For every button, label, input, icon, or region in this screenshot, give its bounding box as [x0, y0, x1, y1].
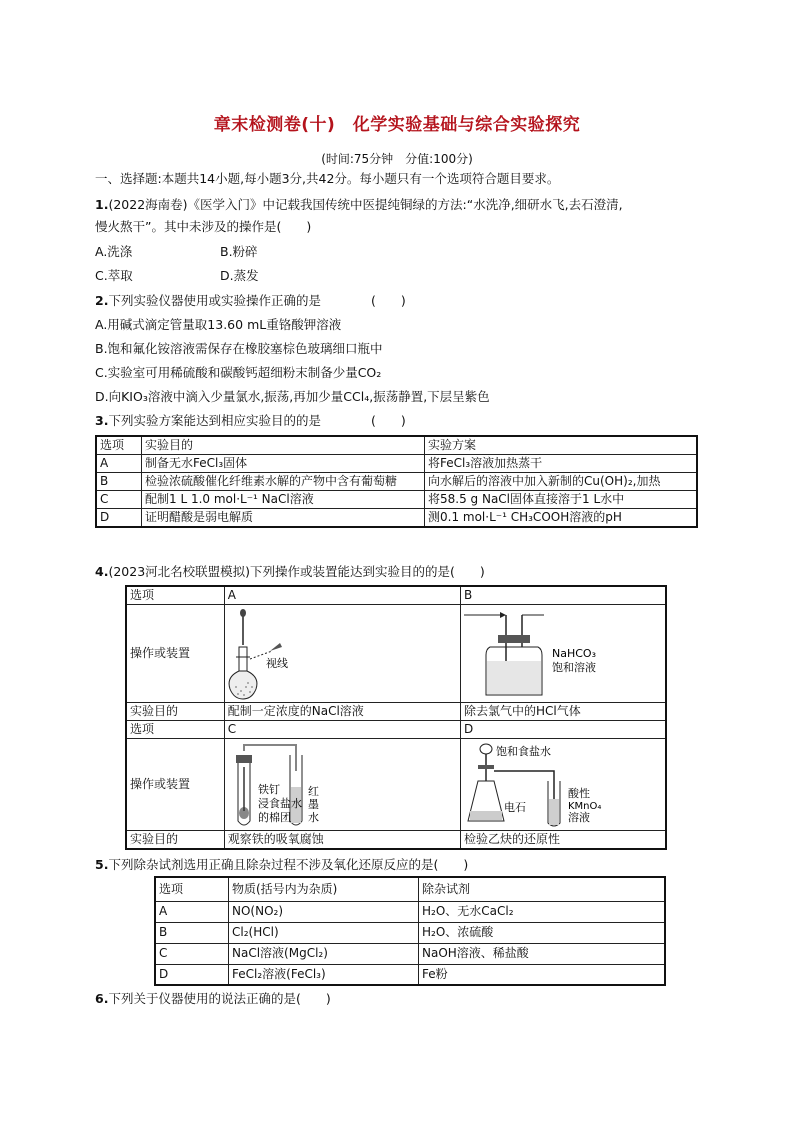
question-4-table [125, 585, 667, 850]
question-6-text: 下列关于仪器使用的说法正确的是( ) [108, 991, 331, 1006]
figure-label: 红 [307, 784, 319, 798]
table-cell: C [224, 721, 460, 739]
table-row [155, 922, 665, 943]
figure-cell-c [224, 739, 460, 831]
table-row [96, 509, 697, 528]
figure-label: 饱和溶液 [552, 660, 596, 674]
table-header-row [96, 436, 697, 455]
question-3-text: 下列实验方案能达到相应实验目的的是 ( ) [108, 413, 406, 428]
table-header-cell: 选项 [96, 436, 142, 455]
question-2-text: 下列实验仪器使用或实验操作正确的是 ( ) [108, 293, 406, 308]
question-4-text: (2023河北名校联盟模拟)下列操作或装置能达到实验目的的是( ) [108, 564, 485, 579]
table-cell: 配制一定浓度的NaCl溶液 [224, 703, 460, 721]
question-2-option-d: D.向KIO₃溶液中滴入少量氯水,振荡,再加少量CCl₄,振荡静置,下层呈紫色 [95, 389, 490, 404]
figure-label: 溶液 [568, 810, 590, 824]
table-cell: D [96, 509, 142, 528]
table-cell: 制备无水FeCl₃固体 [142, 455, 425, 473]
table-row [126, 721, 666, 739]
table-cell: H₂O、无水CaCl₂ [419, 901, 666, 922]
figure-label: 浸食盐水 [257, 796, 302, 810]
gas-washing-bottle-figure [464, 607, 662, 701]
table-row [126, 739, 666, 831]
table-row [155, 901, 665, 922]
question-4-stem [95, 563, 715, 581]
question-number: 1. [95, 197, 109, 212]
table-cell: Fe粉 [419, 964, 666, 985]
section-heading: 一、选择题:本题共14小题,每小题3分,共42分。每小题只有一个选项符合题目要求。 [95, 171, 560, 186]
table-row [126, 605, 666, 703]
question-5-text: 下列除杂试剂选用正确且除杂过程不涉及氧化还原反应的是( ) [108, 857, 469, 872]
table-row [126, 586, 666, 605]
question-1-options-row-2 [95, 267, 715, 285]
question-number: 6. [95, 991, 109, 1006]
question-2-stem [95, 292, 715, 310]
table-cell: B [155, 922, 229, 943]
question-6-stem [95, 990, 715, 1008]
figure-label: 电石 [504, 800, 526, 814]
option-d: D.蒸发 [220, 268, 259, 283]
figure-label: 墨 [307, 797, 319, 811]
table-cell: 实验目的 [126, 703, 224, 721]
question-2-option-a: A.用碱式滴定管量取13.60 mL重铬酸钾溶液 [95, 317, 342, 332]
table-header-row [155, 877, 665, 901]
question-number: 2. [95, 293, 109, 308]
table-cell: 证明醋酸是弱电解质 [142, 509, 425, 528]
option-b: B.粉碎 [220, 244, 258, 259]
figure-label: NaHCO₃ [552, 646, 596, 660]
question-2-option-c: C.实验室可用稀硫酸和碳酸钙超细粉末制备少量CO₂ [95, 365, 382, 380]
table-cell: 将FeCl₃溶液加热蒸干 [425, 455, 698, 473]
table-cell: 操作或装置 [126, 739, 224, 831]
table-cell: 选项 [126, 586, 224, 605]
table-cell: C [96, 491, 142, 509]
table-cell: 配制1 L 1.0 mol·L⁻¹ NaCl溶液 [142, 491, 425, 509]
option-c: C.萃取 [95, 268, 133, 283]
table-cell: NaCl溶液(MgCl₂) [229, 943, 419, 964]
exam-info: (时间:75分钟 分值:100分) [321, 152, 473, 166]
table-cell: NaOH溶液、稀盐酸 [419, 943, 666, 964]
table-cell: B [461, 586, 667, 605]
table-row [126, 703, 666, 721]
figure-label: 铁钉 [257, 782, 280, 796]
figure-cell-b [461, 605, 667, 703]
question-1-line-1 [95, 196, 715, 214]
question-3-table [95, 435, 698, 528]
question-2-option-b: B.饱和氟化铵溶液需保存在橡胶塞棕色玻璃细口瓶中 [95, 341, 383, 356]
table-cell: 观察铁的吸氧腐蚀 [224, 831, 460, 850]
option-a: A.洗涤 [95, 244, 133, 259]
table-cell: 检验乙炔的还原性 [461, 831, 667, 850]
table-row [96, 455, 697, 473]
question-number: 4. [95, 564, 109, 579]
table-cell: B [96, 473, 142, 491]
iron-corrosion-figure [228, 741, 448, 829]
table-cell: 向水解后的溶液中加入新制的Cu(OH)₂,加热 [425, 473, 698, 491]
table-cell: 测0.1 mol·L⁻¹ CH₃COOH溶液的pH [425, 509, 698, 528]
figure-label: 水 [307, 810, 319, 824]
figure-cell-d [461, 739, 667, 831]
table-cell: A [155, 901, 229, 922]
table-header-cell: 除杂试剂 [419, 877, 666, 901]
table-cell: C [155, 943, 229, 964]
table-row [126, 831, 666, 850]
table-cell: 将58.5 g NaCl固体直接溶于1 L水中 [425, 491, 698, 509]
table-cell: 检验浓硫酸催化纤维素水解的产物中含有葡萄糖 [142, 473, 425, 491]
table-cell: FeCl₂溶液(FeCl₃) [229, 964, 419, 985]
table-cell: 实验目的 [126, 831, 224, 850]
table-row [96, 491, 697, 509]
table-cell: H₂O、浓硫酸 [419, 922, 666, 943]
table-cell: 选项 [126, 721, 224, 739]
figure-label: 视线 [265, 656, 288, 670]
table-cell: A [96, 455, 142, 473]
table-row [155, 943, 665, 964]
table-cell: D [461, 721, 667, 739]
table-cell: 操作或装置 [126, 605, 224, 703]
volumetric-flask-figure [228, 607, 448, 701]
table-cell: Cl₂(HCl) [229, 922, 419, 943]
table-cell: D [155, 964, 229, 985]
figure-label: 酸性 [568, 786, 590, 800]
question-1-line-2: 慢火熬干”。其中未涉及的操作是( ) [95, 219, 312, 234]
question-3-stem [95, 412, 715, 430]
question-1-stem: (2022海南卷)《医学入门》中记载我国传统中医提纯铜绿的方法:“水洗净,细研水飞,去石澄清, [108, 197, 623, 212]
table-row [96, 473, 697, 491]
figure-label: 饱和食盐水 [496, 744, 551, 758]
figure-cell-a [224, 605, 460, 703]
acetylene-figure [464, 741, 662, 829]
table-header-cell: 实验方案 [425, 436, 698, 455]
table-cell: 除去氯气中的HCl气体 [461, 703, 667, 721]
question-number: 3. [95, 413, 109, 428]
table-header-cell: 实验目的 [142, 436, 425, 455]
question-5-stem [95, 856, 715, 874]
question-number: 5. [95, 857, 109, 872]
figure-label: 的棉团 [257, 810, 291, 824]
table-header-cell: 物质(括号内为杂质) [229, 877, 419, 901]
figure-label: KMnO₄ [568, 800, 602, 812]
table-header-cell: 选项 [155, 877, 229, 901]
table-cell: NO(NO₂) [229, 901, 419, 922]
question-5-table [154, 876, 666, 986]
table-row [155, 964, 665, 985]
table-cell: A [224, 586, 460, 605]
question-1-options-row-1 [95, 243, 715, 261]
page-title: 章末检测卷(十) 化学实验基础与综合实验探究 [213, 115, 581, 135]
